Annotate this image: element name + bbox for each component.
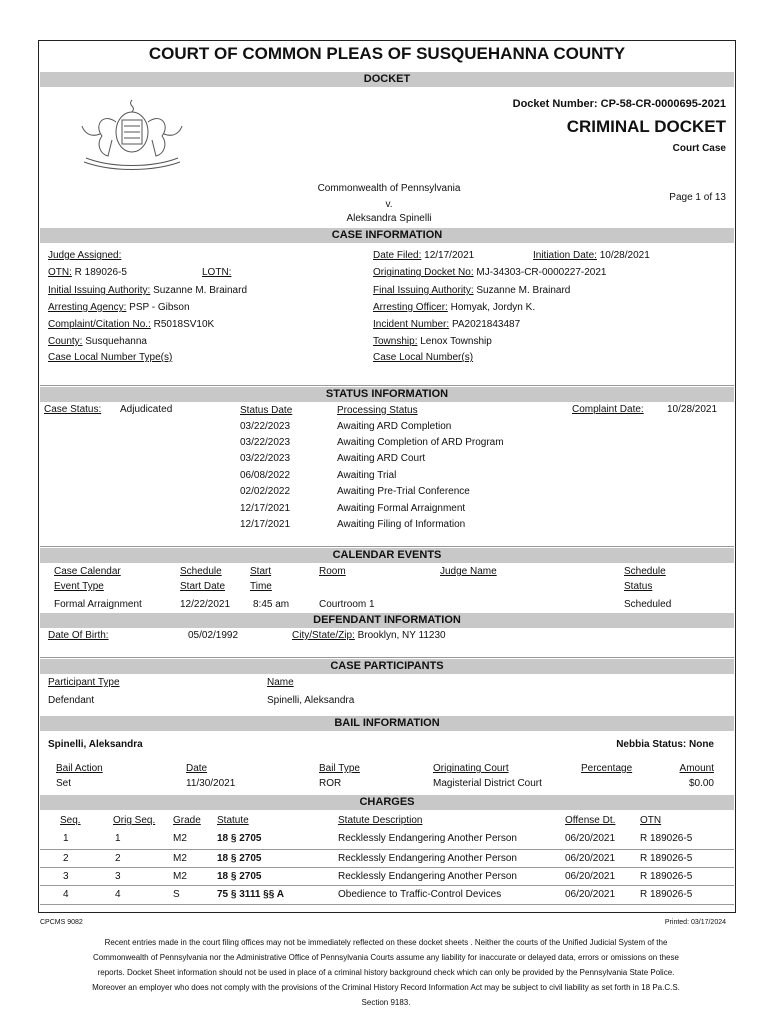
charges-bar: CHARGES	[40, 795, 734, 810]
charge-orig-seq: 4	[115, 889, 121, 900]
bail-header-type: Bail Type	[319, 763, 360, 774]
charge-otn: R 189026-5	[640, 853, 693, 864]
date-filed-value: 12/17/2021	[424, 250, 475, 261]
status-row: Awaiting Formal Arraignment	[337, 503, 466, 514]
cal-header-schedule: Start Date	[180, 581, 226, 592]
city-state-zip-row	[292, 630, 446, 641]
judge-label: Judge Assigned:	[48, 250, 122, 261]
agency-row	[48, 302, 190, 313]
cal-room: Courtroom 1	[319, 599, 375, 610]
dob-label: Date Of Birth:	[48, 630, 109, 641]
charge-seq: 1	[63, 833, 69, 844]
cal-header-start: Start	[250, 566, 272, 577]
otn-row	[48, 267, 127, 278]
status-divider	[40, 385, 734, 386]
status-row: 03/22/2023	[240, 421, 291, 432]
charge-header-description: Statute Description	[338, 815, 423, 826]
cal-header-start: Time	[250, 581, 272, 592]
participant-name-header: Name	[267, 677, 294, 688]
officer-row	[373, 302, 535, 313]
caption-line-3: Aleksandra Spinelli	[346, 213, 432, 224]
bail-header-date: Date	[186, 763, 208, 774]
charge-otn: R 189026-5	[640, 833, 693, 844]
local-number-label: Case Local Number(s)	[373, 352, 474, 363]
case-status-value: Adjudicated	[120, 404, 173, 415]
charge-otn: R 189026-5	[640, 871, 693, 882]
agency-label: Arresting Agency:	[48, 302, 127, 313]
calendar-events-bar: CALENDAR EVENTS	[40, 548, 734, 563]
charge-orig-seq: 2	[115, 853, 121, 864]
charge-statute: 18 § 2705	[217, 871, 262, 882]
initiation-label: Initiation Date:	[533, 250, 597, 261]
status-row: Awaiting Trial	[337, 470, 397, 481]
cal-time: 8:45 am	[253, 599, 290, 610]
citation-value: R5018SV10K	[153, 319, 215, 330]
charge-header-grade: Grade	[173, 815, 201, 826]
bail-type: ROR	[319, 778, 342, 789]
charge-grade: M2	[173, 833, 187, 844]
caption-line-1: Commonwealth of Pennsylvania	[317, 183, 461, 194]
status-row: 12/17/2021	[240, 519, 291, 530]
disclaimer-text: Recent entries made in the court filing offices may not be immediately reflected on these docket sheets . Neither the courts of the Unified Judicial System of the Commonwealth of Pennsylvania nor the Administrative Office of Pennsylvania Courts assume any liability for inaccurate or delayed data, errors or omissions on these reports. Docket Sheet information should not be used in place of a criminal history background check which can only be provided by the Pennsylvania State Police. Moreover an employer who does not comply with the provisions of the Criminal History Record Information Act may be subject to civil liability as set forth in 18 Pa.C.S. Section 9183.	[92, 938, 680, 1007]
charge-offense-date: 06/20/2021	[565, 889, 616, 900]
bail-action: Set	[56, 778, 72, 789]
bail-person: Spinelli, Aleksandra	[48, 739, 143, 750]
state-seal-icon	[72, 92, 192, 170]
status-information-bar: STATUS INFORMATION	[40, 387, 734, 402]
charge-seq: 3	[63, 871, 69, 882]
criminal-docket-title: CRIMINAL DOCKET	[566, 117, 726, 136]
bail-header-amount: Amount	[679, 763, 714, 774]
bail-date: 11/30/2021	[186, 778, 236, 789]
cal-status: Scheduled	[624, 599, 672, 610]
complaint-date-label: Complaint Date:	[572, 404, 644, 415]
charge-statute: 75 § 3111 §§ A	[217, 889, 284, 900]
status-row: Awaiting Pre-Trial Conference	[337, 486, 470, 497]
citation-label: Complaint/Citation No.:	[48, 319, 151, 330]
docket-bar: DOCKET	[40, 72, 734, 87]
init-auth-row	[48, 285, 247, 296]
cal-header-judge: Judge Name	[440, 566, 497, 577]
citation-row	[48, 319, 214, 330]
cal-date: 12/22/2021	[180, 599, 231, 610]
lotn-label: LOTN:	[202, 267, 232, 278]
charge-header-orig-seq: Orig Seq.	[113, 815, 156, 826]
status-row: Awaiting ARD Completion	[337, 421, 452, 432]
status-row: 12/17/2021	[240, 503, 291, 514]
participant-type: Defendant	[48, 695, 95, 706]
printed-date: Printed: 03/17/2024	[664, 919, 726, 926]
final-auth-value: Suzanne M. Brainard	[476, 285, 571, 296]
charge-offense-date: 06/20/2021	[565, 871, 616, 882]
bail-court: Magisterial District Court	[433, 778, 542, 789]
charge-header-offense-date: Offense Dt.	[565, 815, 616, 826]
charge-row-divider	[40, 849, 734, 850]
processing-status-header: Processing Status	[337, 405, 418, 416]
charge-header-seq: Seq.	[60, 815, 81, 826]
cal-header-event: Event Type	[54, 581, 104, 592]
orig-docket-row	[373, 267, 606, 278]
township-label: Township:	[373, 336, 418, 347]
county-row	[48, 336, 147, 347]
date-filed-row	[373, 250, 474, 261]
charge-header-statute: Statute	[217, 815, 249, 826]
status-row: 06/08/2022	[240, 470, 291, 481]
cal-header-status: Status	[624, 581, 653, 592]
init-auth-value: Suzanne M. Brainard	[153, 285, 248, 296]
agency-value: PSP - Gibson	[129, 302, 190, 313]
csz-value: Brooklyn, NY 11230	[357, 630, 446, 641]
charge-orig-seq: 1	[115, 833, 121, 844]
charge-description: Recklessly Endangering Another Person	[338, 853, 517, 864]
caption-line-2: v.	[385, 199, 393, 210]
defendant-information-bar: DEFENDANT INFORMATION	[40, 613, 734, 628]
charge-statute: 18 § 2705	[217, 833, 262, 844]
officer-value: Homyak, Jordyn K.	[450, 302, 536, 313]
charge-offense-date: 06/20/2021	[565, 833, 616, 844]
calendar-divider	[40, 546, 734, 547]
county-label: County:	[48, 336, 83, 347]
docket-number: Docket Number: CP-58-CR-0000695-2021	[512, 98, 726, 110]
cal-header-schedule: Schedule	[180, 566, 222, 577]
charge-offense-date: 06/20/2021	[565, 853, 616, 864]
status-date-header: Status Date	[240, 405, 293, 416]
csz-label: City/State/Zip:	[292, 630, 355, 641]
township-value: Lenox Township	[420, 336, 492, 347]
bail-header-action: Bail Action	[56, 763, 103, 774]
final-auth-label: Final Issuing Authority:	[373, 285, 474, 296]
nebbia-status: Nebbia Status: None	[616, 739, 714, 750]
charge-row-divider	[40, 867, 734, 868]
participants-divider	[40, 657, 734, 658]
otn-label: OTN:	[48, 267, 72, 278]
case-status-label: Case Status:	[44, 404, 102, 415]
charge-otn: R 189026-5	[640, 889, 693, 900]
bail-amount: $0.00	[688, 778, 714, 789]
page-count: Page 1 of 13	[669, 192, 726, 203]
orig-docket-label: Originating Docket No:	[373, 267, 474, 278]
officer-label: Arresting Officer:	[373, 302, 448, 313]
initiation-value: 10/28/2021	[599, 250, 650, 261]
orig-docket-value: MJ-34303-CR-0000227-2021	[476, 267, 607, 278]
charge-description: Recklessly Endangering Another Person	[338, 871, 517, 882]
initiation-row	[533, 250, 650, 261]
status-row: 02/02/2022	[240, 486, 291, 497]
charge-row-divider	[40, 885, 734, 886]
incident-value: PA2021843487	[451, 319, 521, 330]
incident-row	[373, 319, 520, 330]
charge-orig-seq: 3	[115, 871, 121, 882]
charge-description: Recklessly Endangering Another Person	[338, 833, 517, 844]
charge-row-divider	[40, 904, 734, 905]
status-row: Awaiting ARD Court	[337, 453, 426, 464]
status-row: Awaiting Completion of ARD Program	[337, 437, 504, 448]
participant-type-header: Participant Type	[48, 677, 120, 688]
dob-value: 05/02/1992	[188, 630, 239, 641]
charge-seq: 2	[63, 853, 69, 864]
complaint-date-value: 10/28/2021	[667, 404, 718, 415]
cal-header-event: Case Calendar	[54, 566, 121, 577]
township-row	[373, 336, 492, 347]
charge-grade: M2	[173, 871, 187, 882]
charge-grade: S	[173, 889, 180, 900]
status-row: Awaiting Filing of Information	[337, 519, 466, 530]
bail-header-percentage: Percentage	[581, 763, 633, 774]
init-auth-label: Initial Issuing Authority:	[48, 285, 151, 296]
cal-event: Formal Arraignment	[54, 599, 142, 610]
bail-information-bar: BAIL INFORMATION	[40, 716, 734, 731]
court-title: COURT OF COMMON PLEAS OF SUSQUEHANNA COUNTY	[148, 44, 626, 63]
county-value: Susquehanna	[85, 336, 147, 347]
bail-header-court: Originating Court	[433, 763, 509, 774]
participant-name: Spinelli, Aleksandra	[267, 695, 355, 706]
case-information-bar: CASE INFORMATION	[40, 228, 734, 243]
status-row: 03/22/2023	[240, 437, 291, 448]
cal-header-status: Schedule	[624, 566, 666, 577]
charge-description: Obedience to Traffic-Control Devices	[338, 889, 502, 900]
charge-header-otn: OTN	[640, 815, 662, 826]
charge-seq: 4	[63, 889, 69, 900]
charge-statute: 18 § 2705	[217, 853, 262, 864]
status-row: 03/22/2023	[240, 453, 291, 464]
otn-value: R 189026-5	[74, 267, 127, 278]
date-filed-label: Date Filed:	[373, 250, 422, 261]
local-type-label: Case Local Number Type(s)	[48, 352, 173, 363]
case-participants-bar: CASE PARTICIPANTS	[40, 659, 734, 674]
cal-header-room: Room	[319, 566, 346, 577]
court-case-label: Court Case	[672, 143, 726, 154]
charge-grade: M2	[173, 853, 187, 864]
incident-label: Incident Number:	[373, 319, 450, 330]
form-number: CPCMS 9082	[40, 919, 83, 926]
final-auth-row	[373, 285, 570, 296]
